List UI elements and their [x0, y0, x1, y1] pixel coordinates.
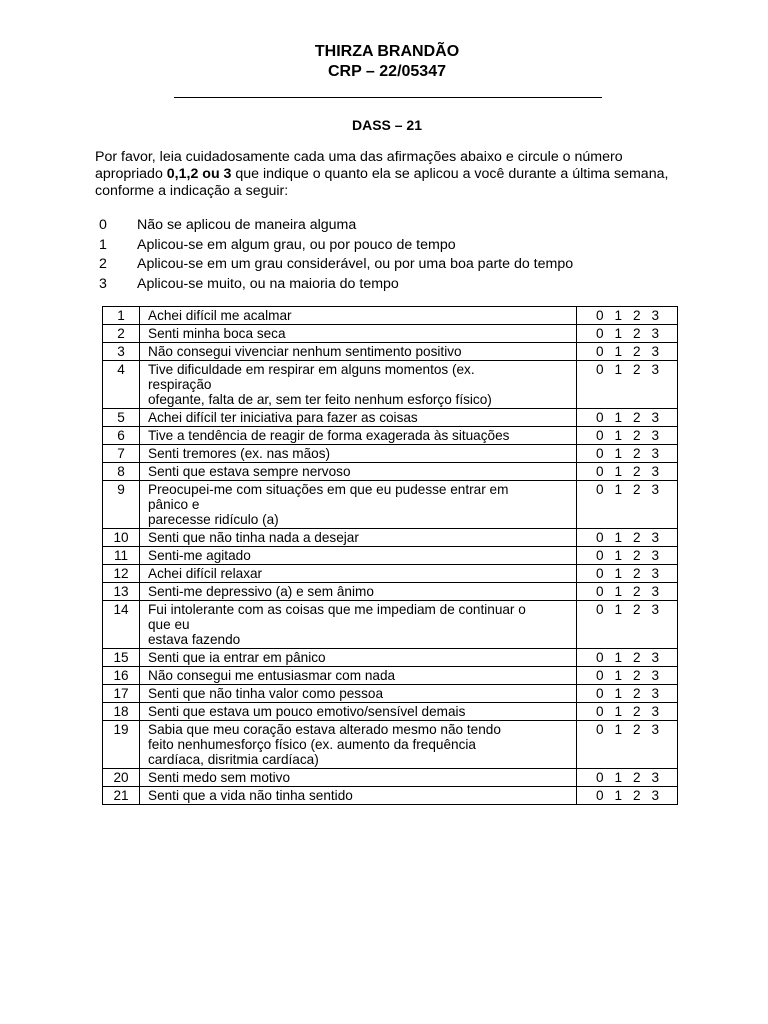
response-scale [577, 583, 678, 601]
response-scale [577, 703, 678, 721]
response-option[interactable]: 3 [651, 788, 660, 803]
question-row [103, 601, 678, 649]
response-option[interactable]: 1 [614, 602, 623, 617]
question-text [140, 547, 577, 565]
response-option[interactable]: 2 [633, 530, 641, 545]
question-row [103, 721, 678, 769]
response-option[interactable]: 1 [614, 446, 623, 461]
response-option[interactable]: 2 [633, 566, 641, 581]
question-row [103, 565, 678, 583]
response-option[interactable]: 3 [651, 326, 660, 341]
response-option[interactable]: 3 [651, 770, 660, 785]
question-number: 16 [103, 667, 140, 685]
question-row [103, 427, 678, 445]
question-row [103, 325, 678, 343]
response-option[interactable]: 3 [651, 446, 660, 461]
response-option[interactable]: 3 [651, 362, 660, 377]
response-option[interactable]: 1 [614, 686, 623, 701]
question-text [140, 445, 577, 463]
response-option[interactable]: 2 [633, 464, 641, 479]
question-number: 4 [103, 361, 140, 409]
response-option[interactable]: 2 [633, 446, 641, 461]
question-text-line: Fui intolerante com as coisas que me impediam de continuar o [148, 602, 526, 617]
response-option[interactable]: 0 [596, 686, 604, 701]
response-option[interactable]: 2 [633, 722, 641, 737]
question-text [140, 703, 577, 721]
response-option[interactable]: 0 [596, 446, 604, 461]
legend-row [99, 216, 689, 236]
response-option[interactable]: 3 [651, 344, 660, 359]
question-text [140, 565, 577, 583]
response-option[interactable]: 3 [651, 308, 660, 323]
response-option[interactable]: 0 [596, 344, 604, 359]
question-row [103, 703, 678, 721]
response-option[interactable]: 2 [633, 326, 641, 341]
response-option[interactable]: 2 [633, 482, 641, 497]
question-text [140, 721, 577, 769]
response-scale [577, 601, 678, 649]
response-option[interactable]: 3 [651, 722, 660, 737]
question-row [103, 529, 678, 547]
response-option[interactable]: 2 [633, 362, 641, 377]
question-number: 19 [103, 721, 140, 769]
response-scale [577, 667, 678, 685]
response-option[interactable]: 3 [651, 548, 660, 563]
question-number: 6 [103, 427, 140, 445]
response-options [577, 548, 677, 563]
question-row [103, 649, 678, 667]
response-option[interactable]: 3 [651, 584, 660, 599]
response-option[interactable]: 1 [614, 344, 623, 359]
response-option[interactable]: 2 [633, 548, 641, 563]
response-scale [577, 685, 678, 703]
question-text-line: Achei difícil me acalmar [148, 308, 292, 323]
question-row [103, 583, 678, 601]
response-option[interactable]: 2 [633, 650, 641, 665]
question-text-line: Achei difícil relaxar [148, 566, 263, 581]
legend-description: Não se aplicou de maneira alguma [137, 217, 357, 233]
response-option[interactable]: 0 [596, 566, 604, 581]
question-text [140, 409, 577, 427]
question-text-line: Senti que estava um pouco emotivo/sensível demais [148, 704, 466, 719]
question-row [103, 463, 678, 481]
response-option[interactable]: 3 [651, 482, 660, 497]
response-option[interactable]: 2 [633, 668, 641, 683]
response-options [577, 788, 677, 803]
question-text [140, 427, 577, 445]
question-text [140, 787, 577, 805]
question-text [140, 529, 577, 547]
question-row [103, 547, 678, 565]
question-text-line: Tive dificuldade em respirar em alguns momentos (ex. [148, 362, 475, 377]
question-text-line: Preocupei-me com situações em que eu pudesse entrar em [148, 482, 509, 497]
question-text [140, 649, 577, 667]
response-options [577, 602, 677, 617]
response-scale [577, 649, 678, 667]
question-row [103, 361, 678, 409]
question-number: 12 [103, 565, 140, 583]
response-scale [577, 463, 678, 481]
response-option[interactable]: 0 [596, 602, 604, 617]
question-number: 20 [103, 769, 140, 787]
question-number: 11 [103, 547, 140, 565]
response-option[interactable]: 3 [651, 530, 660, 545]
response-options [577, 446, 677, 461]
response-option[interactable]: 2 [633, 788, 641, 803]
question-text [140, 343, 577, 361]
response-option[interactable]: 0 [596, 722, 604, 737]
legend-description: Aplicou-se muito, ou na maioria do tempo [137, 275, 399, 292]
response-scale [577, 565, 678, 583]
response-option[interactable]: 2 [633, 428, 641, 443]
response-scale [577, 427, 678, 445]
response-options [577, 530, 677, 545]
response-option[interactable]: 1 [614, 704, 623, 719]
response-scale [577, 529, 678, 547]
question-text-line: Tive a tendência de reagir de forma exagerada às situações [148, 428, 510, 443]
response-options [577, 584, 677, 599]
response-option[interactable]: 1 [614, 482, 623, 497]
response-option[interactable]: 0 [596, 668, 604, 683]
instructions-text-part1: Por favor, leia cuidadosamente cada uma das afirmações abaixo e circule o número apropriado [95, 149, 623, 182]
response-scale [577, 343, 678, 361]
instructions-text-part2: que indique o quanto ela se aplicou a você durante a última semana, conforme a indicação a seguir: [95, 166, 669, 199]
response-scale [577, 361, 678, 409]
response-option[interactable]: 3 [651, 464, 660, 479]
response-option[interactable]: 2 [633, 308, 641, 323]
instructions-paragraph [95, 149, 685, 200]
practitioner-name: THIRZA BRANDÃO [314, 43, 460, 60]
response-option[interactable]: 1 [614, 548, 623, 563]
response-options [577, 566, 677, 581]
question-text [140, 769, 577, 787]
response-option[interactable]: 1 [614, 584, 623, 599]
response-options [577, 464, 677, 479]
response-option[interactable]: 3 [651, 704, 660, 719]
response-option[interactable]: 1 [614, 308, 623, 323]
practitioner-registration: CRP – 22/05347 [327, 63, 446, 80]
response-options [577, 482, 677, 497]
question-number: 17 [103, 685, 140, 703]
response-option[interactable]: 1 [614, 428, 623, 443]
response-option[interactable]: 2 [633, 602, 641, 617]
response-option[interactable]: 0 [596, 482, 604, 497]
response-option[interactable]: 0 [596, 326, 604, 341]
question-number: 10 [103, 529, 140, 547]
response-options [577, 722, 677, 737]
response-option[interactable]: 0 [596, 650, 604, 665]
question-row [103, 445, 678, 463]
response-option[interactable]: 0 [596, 362, 604, 377]
response-option[interactable]: 0 [596, 788, 604, 803]
response-option[interactable]: 0 [596, 530, 604, 545]
response-options [577, 650, 677, 665]
question-text [140, 601, 577, 649]
response-option[interactable]: 1 [614, 566, 623, 581]
response-options [577, 362, 677, 377]
question-text-line: pânico e [148, 497, 200, 512]
question-row [103, 667, 678, 685]
question-number: 7 [103, 445, 140, 463]
response-options [577, 308, 677, 323]
question-row [103, 769, 678, 787]
response-scale [577, 787, 678, 805]
question-text-line: Senti minha boca seca [148, 326, 286, 341]
question-text-line: Senti-me depressivo (a) e sem ânimo [148, 584, 374, 599]
question-text [140, 667, 577, 685]
response-scale [577, 445, 678, 463]
question-text-line: Achei difícil ter iniciativa para fazer as coisas [148, 410, 418, 425]
response-option[interactable]: 2 [633, 770, 641, 785]
response-options [577, 410, 677, 425]
question-text [140, 583, 577, 601]
question-text-line: Senti que estava sempre nervoso [148, 464, 351, 479]
questionnaire-table [102, 306, 678, 805]
question-text-line: Senti medo sem motivo [148, 770, 291, 785]
question-text-line: Não consegui vivenciar nenhum sentimento positivo [148, 344, 462, 359]
response-options [577, 704, 677, 719]
question-text-line: respiração [148, 377, 212, 392]
response-option[interactable]: 3 [651, 668, 660, 683]
question-row [103, 685, 678, 703]
question-number: 5 [103, 409, 140, 427]
legend-value: 0 [99, 217, 107, 233]
response-options [577, 326, 677, 341]
question-text [140, 685, 577, 703]
question-text [140, 307, 577, 325]
instructions-scale-values: 0,1,2 ou 3 [166, 166, 232, 182]
response-option[interactable]: 1 [614, 410, 623, 425]
scale-legend [99, 216, 689, 294]
question-text [140, 481, 577, 529]
response-option[interactable]: 1 [614, 530, 623, 545]
response-options [577, 686, 677, 701]
question-text-line: ofegante, falta de ar, sem ter feito nenhum esforço físico) [148, 392, 492, 407]
response-option[interactable]: 0 [596, 428, 604, 443]
legend-row [99, 275, 689, 295]
response-scale [577, 547, 678, 565]
question-text-line: Senti que não tinha valor como pessoa [148, 686, 384, 701]
response-scale [577, 481, 678, 529]
response-scale [577, 721, 678, 769]
response-option[interactable]: 3 [651, 650, 660, 665]
response-option[interactable]: 2 [633, 704, 641, 719]
response-option[interactable]: 1 [614, 722, 623, 737]
response-option[interactable]: 3 [651, 410, 660, 425]
response-option[interactable]: 3 [651, 602, 660, 617]
question-text-line: Sabia que meu coração estava alterado mesmo não tendo [148, 722, 501, 737]
response-scale [577, 409, 678, 427]
response-option[interactable]: 2 [633, 344, 641, 359]
legend-description: Aplicou-se em algum grau, ou por pouco de tempo [137, 236, 456, 253]
question-text-line: Senti-me agitado [148, 548, 251, 563]
response-option[interactable]: 1 [614, 650, 623, 665]
legend-value: 2 [99, 256, 107, 272]
question-text [140, 361, 577, 409]
question-row [103, 343, 678, 361]
response-scale [577, 307, 678, 325]
response-option[interactable]: 0 [596, 548, 604, 563]
response-option[interactable]: 2 [633, 686, 641, 701]
question-number: 2 [103, 325, 140, 343]
question-number: 18 [103, 703, 140, 721]
response-scale [577, 325, 678, 343]
response-option[interactable]: 1 [614, 464, 623, 479]
question-text-line: Senti que não tinha nada a desejar [148, 530, 359, 545]
question-number: 13 [103, 583, 140, 601]
response-options [577, 668, 677, 683]
response-scale [577, 769, 678, 787]
response-options [577, 344, 677, 359]
question-text-line: Senti que a vida não tinha sentido [148, 788, 353, 803]
document-title: DASS – 21 [351, 117, 423, 133]
response-options [577, 770, 677, 785]
question-text-line: que eu [148, 617, 190, 632]
question-text-line: Senti tremores (ex. nas mãos) [148, 446, 331, 461]
response-option[interactable]: 0 [596, 308, 604, 323]
question-row [103, 481, 678, 529]
legend-row [99, 236, 689, 256]
question-text [140, 463, 577, 481]
question-number: 21 [103, 787, 140, 805]
response-option[interactable]: 3 [651, 428, 660, 443]
response-option[interactable]: 1 [614, 770, 623, 785]
question-number: 15 [103, 649, 140, 667]
response-option[interactable]: 0 [596, 770, 604, 785]
question-row [103, 307, 678, 325]
question-number: 9 [103, 481, 140, 529]
legend-row [99, 255, 689, 275]
response-option[interactable]: 0 [596, 464, 604, 479]
response-option[interactable]: 2 [633, 410, 641, 425]
legend-value: 1 [99, 236, 107, 253]
legend-value: 3 [99, 275, 107, 292]
question-row [103, 409, 678, 427]
question-number: 8 [103, 463, 140, 481]
response-option[interactable]: 1 [614, 362, 623, 377]
question-row [103, 787, 678, 805]
response-option[interactable]: 0 [596, 410, 604, 425]
question-text [140, 325, 577, 343]
question-number: 14 [103, 601, 140, 649]
response-option[interactable]: 1 [614, 326, 623, 341]
response-option[interactable]: 1 [614, 788, 623, 803]
question-number: 3 [103, 343, 140, 361]
response-option[interactable]: 3 [651, 566, 660, 581]
header-divider [174, 97, 602, 98]
legend-description: Aplicou-se em um grau considerável, ou por uma boa parte do tempo [137, 256, 574, 272]
question-number: 1 [103, 307, 140, 325]
response-option[interactable]: 0 [596, 704, 604, 719]
question-text-line: Não consegui me entusiasmar com nada [148, 668, 396, 683]
response-option[interactable]: 3 [651, 686, 660, 701]
response-option[interactable]: 2 [633, 584, 641, 599]
response-option[interactable]: 1 [614, 668, 623, 683]
question-text-line: cardíaca, disritmia cardíaca) [148, 752, 319, 767]
question-text-line: feito nenhumesforço físico (ex. aumento da frequência [148, 737, 476, 752]
response-options [577, 428, 677, 443]
question-text-line: estava fazendo [148, 632, 241, 647]
response-option[interactable]: 0 [596, 584, 604, 599]
question-text-line: Senti que ia entrar em pânico [148, 650, 326, 665]
question-text-line: parecesse ridículo (a) [148, 512, 279, 527]
